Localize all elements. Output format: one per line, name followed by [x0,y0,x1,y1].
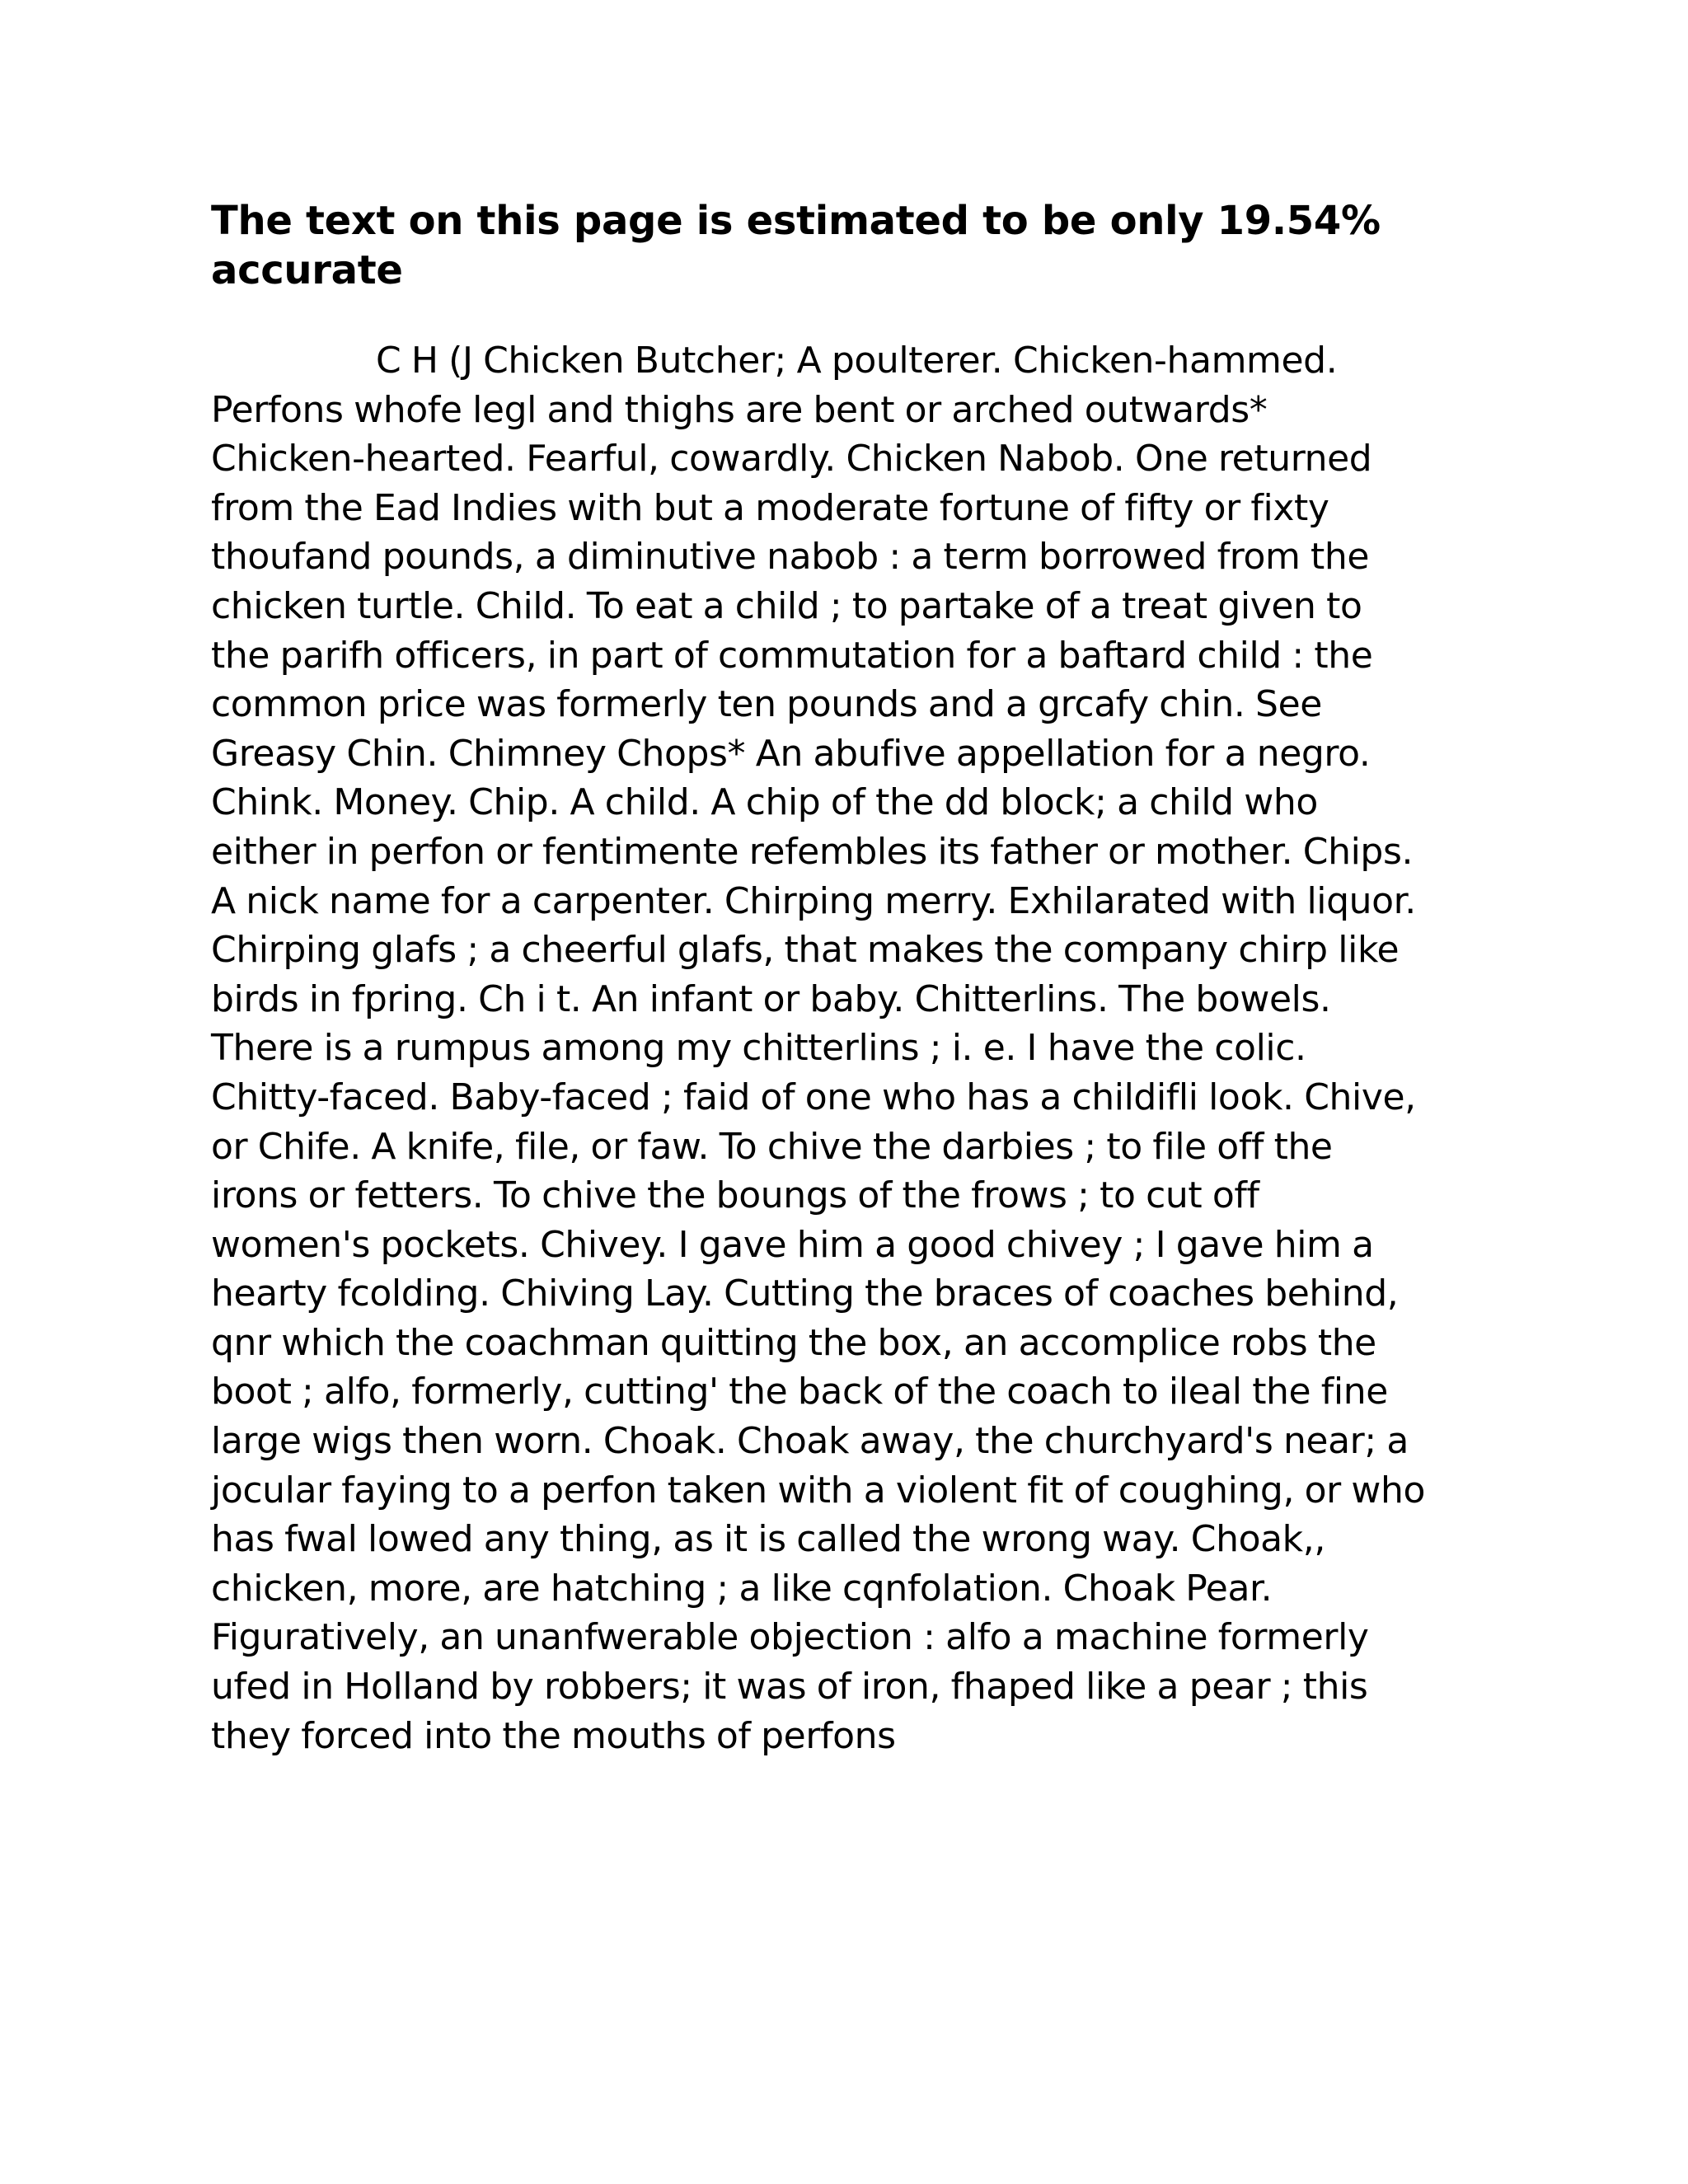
text-line: irons or fetters. To chive the boungs of the frows ; to cut off [211,1174,1259,1217]
text-line: hearty fcolding. Chiving Lay. Cutting the braces of coaches behind, [211,1272,1399,1315]
text-line: boot ; alfo, formerly, cutting' the back of the coach to ileal the fine [211,1371,1388,1413]
text-line: A nick name for a carpenter. Chirping merry. Exhilarated with liquor. [211,879,1416,922]
text-line: jocular faying to a perfon taken with a violent fit of coughing, or who [211,1469,1426,1511]
text-line: There is a rumpus among my chitterlins ; i. e. I have the colic. [211,1027,1306,1070]
text-line: Greasy Chin. Chimney Chops* An abufive appellation for a negro. [211,732,1371,775]
text-line: ufed in Holland by robbers; it was of iron, fhaped like a pear ; this [211,1666,1368,1708]
text-line: Chitty-faced. Baby-faced ; faid of one who has a childifli look. Chive, [211,1076,1416,1118]
text-line: has fwal lowed any thing, as it is called the wrong way. Choak,, [211,1518,1325,1561]
text-line: women's pockets. Chivey. I gave him a good chivey ; I gave him a [211,1223,1374,1266]
text-line: qnr which the coachman quitting the box, an accomplice robs the [211,1321,1376,1364]
text-line: Figuratively, an unanfwerable objection : alfo a machine formerly [211,1616,1369,1659]
text-line: the parifh officers, in part of commutation for a baftard child : the [211,634,1373,677]
ocr-body-text [211,336,1497,1760]
text-line: common price was formerly ten pounds and a grcafy chin. See [211,683,1322,726]
text-line: Chirping glafs ; a cheerful glafs, that makes the company chirp like [211,929,1400,972]
text-line: large wigs then worn. Choak. Choak away, the churchyard's near; a [211,1420,1409,1463]
text-line: Chink. Money. Chip. A child. A chip of the dd block; a child who [211,781,1318,824]
document-page [211,196,1497,1760]
text-line: chicken, more, are hatching ; a like cqnfolation. Choak Pear. [211,1567,1273,1610]
text-line: Chicken-hearted. Fearful, cowardly. Chicken Nabob. One returned [211,438,1372,480]
text-line: birds in fpring. Ch i t. An infant or baby. Chitterlins. The bowels. [211,977,1331,1020]
text-line: C H (J Chicken Butcher; A poulterer. Chicken-hammed. [376,340,1338,382]
text-line: they forced into the mouths of perfons [211,1714,896,1757]
text-line: chicken turtle. Child. To eat a child ; to partake of a treat given to [211,584,1362,627]
text-line: from the Ead Indies with but a moderate fortune of fifty or fixty [211,486,1329,529]
text-line: either in perfon or fentimente refembles its father or mother. Chips. [211,830,1414,873]
text-line: Perfons whofe legl and thighs are bent or arched outwards* [211,388,1268,431]
text-line: thoufand pounds, a diminutive nabob : a term borrowed from the [211,536,1370,579]
accuracy-heading: The text on this page is estimated to be only 19.54% accurate [211,198,1381,293]
text-line: or Chife. A knife, file, or faw. To chive the darbies ; to file off the [211,1125,1333,1168]
